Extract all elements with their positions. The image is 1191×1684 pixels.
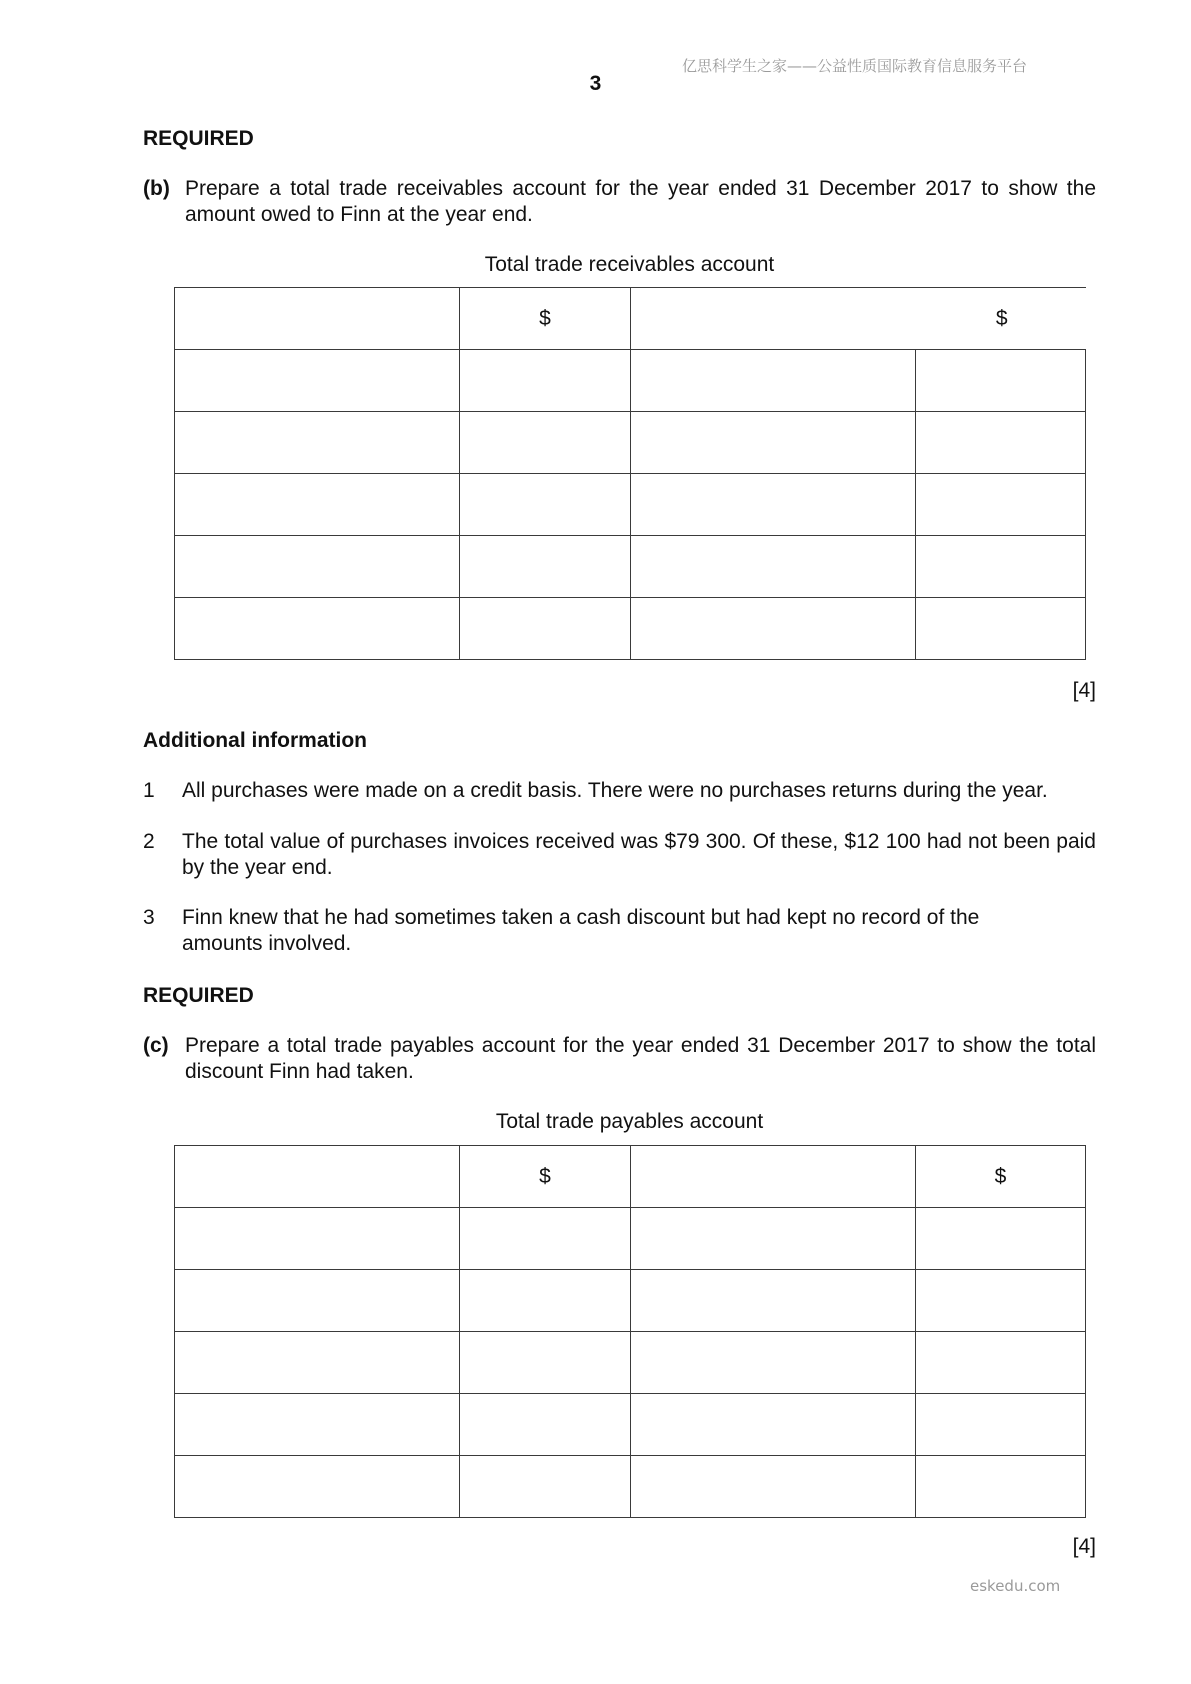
marks-c: [4]	[1072, 1535, 1096, 1558]
table-row	[175, 1394, 1086, 1456]
cell[interactable]	[175, 1208, 460, 1270]
cell[interactable]	[631, 1394, 916, 1456]
cell[interactable]	[631, 1270, 916, 1332]
cell[interactable]	[631, 1456, 916, 1518]
table-row	[175, 1270, 1086, 1332]
header-debit-details[interactable]	[175, 288, 460, 350]
page-number: 3	[589, 72, 602, 95]
cell[interactable]	[460, 412, 631, 474]
question-c	[143, 1033, 1096, 1085]
payables-table-caption: Total trade payables account	[495, 1110, 764, 1133]
cell[interactable]	[175, 350, 460, 412]
cell[interactable]	[460, 474, 631, 536]
required-heading-b: REQUIRED	[143, 127, 254, 150]
cell[interactable]	[916, 1332, 1086, 1394]
header-debit-amount: $	[460, 288, 631, 350]
cell[interactable]	[916, 1270, 1086, 1332]
cell[interactable]	[631, 350, 916, 412]
info-item-number: 1	[143, 779, 155, 802]
table-row	[175, 474, 1086, 536]
cell[interactable]	[916, 598, 1086, 660]
header-debit-amount: $	[460, 1146, 631, 1208]
info-item-2	[143, 829, 1096, 881]
additional-info-heading: Additional information	[143, 729, 367, 752]
cell[interactable]	[460, 350, 631, 412]
header-credit-details[interactable]	[631, 1146, 916, 1208]
cell[interactable]	[631, 598, 916, 660]
required-heading-c: REQUIRED	[143, 984, 254, 1007]
table-row	[175, 412, 1086, 474]
table-row	[175, 536, 1086, 598]
cell[interactable]	[916, 1394, 1086, 1456]
cell[interactable]	[631, 412, 916, 474]
table-row	[175, 1456, 1086, 1518]
cell[interactable]	[460, 598, 631, 660]
question-b-label: (b)	[143, 177, 170, 200]
cell[interactable]	[175, 474, 460, 536]
info-item-1	[143, 778, 1096, 804]
cell[interactable]	[175, 1456, 460, 1518]
cell[interactable]	[460, 1270, 631, 1332]
cell[interactable]	[175, 1394, 460, 1456]
cell[interactable]	[460, 1208, 631, 1270]
cell[interactable]	[460, 1394, 631, 1456]
cell[interactable]	[175, 1270, 460, 1332]
table-row	[175, 1332, 1086, 1394]
info-item-text: The total value of purchases invoices received was $79 300. Of these, $12 100 had not been paid by the year end.	[182, 830, 1096, 879]
cell[interactable]	[460, 536, 631, 598]
info-item-number: 3	[143, 906, 155, 929]
table-row	[175, 1208, 1086, 1270]
info-item-text: All purchases were made on a credit basis. There were no purchases returns during the year.	[182, 779, 1048, 802]
cell[interactable]	[460, 1332, 631, 1394]
cell[interactable]	[175, 536, 460, 598]
table-header-row	[175, 1146, 1086, 1208]
table-row	[175, 598, 1086, 660]
payables-account-table	[174, 1145, 1086, 1518]
watermark-top: 亿思科学生之家——公益性质国际教育信息服务平台	[682, 57, 1028, 75]
cell[interactable]	[916, 1456, 1086, 1518]
question-c-label: (c)	[143, 1034, 169, 1057]
marks-b: [4]	[1072, 679, 1096, 702]
cell[interactable]	[175, 1332, 460, 1394]
question-b	[143, 176, 1096, 228]
cell[interactable]	[916, 536, 1086, 598]
watermark-bottom: eskedu.com	[970, 1577, 1061, 1595]
header-debit-details[interactable]	[175, 1146, 460, 1208]
question-c-text: Prepare a total trade payables account for the year ended 31 December 2017 to show the total discount Finn had taken.	[185, 1034, 1096, 1083]
cell[interactable]	[916, 1208, 1086, 1270]
cell[interactable]	[916, 474, 1086, 536]
cell[interactable]	[631, 536, 916, 598]
cell[interactable]	[175, 412, 460, 474]
header-credit-amount: $	[916, 1146, 1086, 1208]
info-item-text: Finn knew that he had sometimes taken a cash discount but had kept no record of the amounts involved.	[182, 906, 980, 955]
cell[interactable]	[631, 474, 916, 536]
cell[interactable]	[916, 350, 1086, 412]
table-row	[175, 350, 1086, 412]
cell[interactable]	[916, 412, 1086, 474]
question-b-text: Prepare a total trade receivables account for the year ended 31 December 2017 to show the amount owed to Finn at the year end.	[185, 177, 1096, 226]
cell[interactable]	[175, 598, 460, 660]
info-item-3	[143, 905, 1096, 957]
cell[interactable]	[460, 1456, 631, 1518]
receivables-account-table	[174, 287, 1086, 660]
cell[interactable]	[631, 1332, 916, 1394]
info-item-number: 2	[143, 830, 155, 853]
cell[interactable]	[631, 1208, 916, 1270]
header-credit-amount: $	[631, 288, 1086, 350]
receivables-table-caption: Total trade receivables account	[484, 253, 775, 276]
table-header-row	[175, 288, 1086, 350]
